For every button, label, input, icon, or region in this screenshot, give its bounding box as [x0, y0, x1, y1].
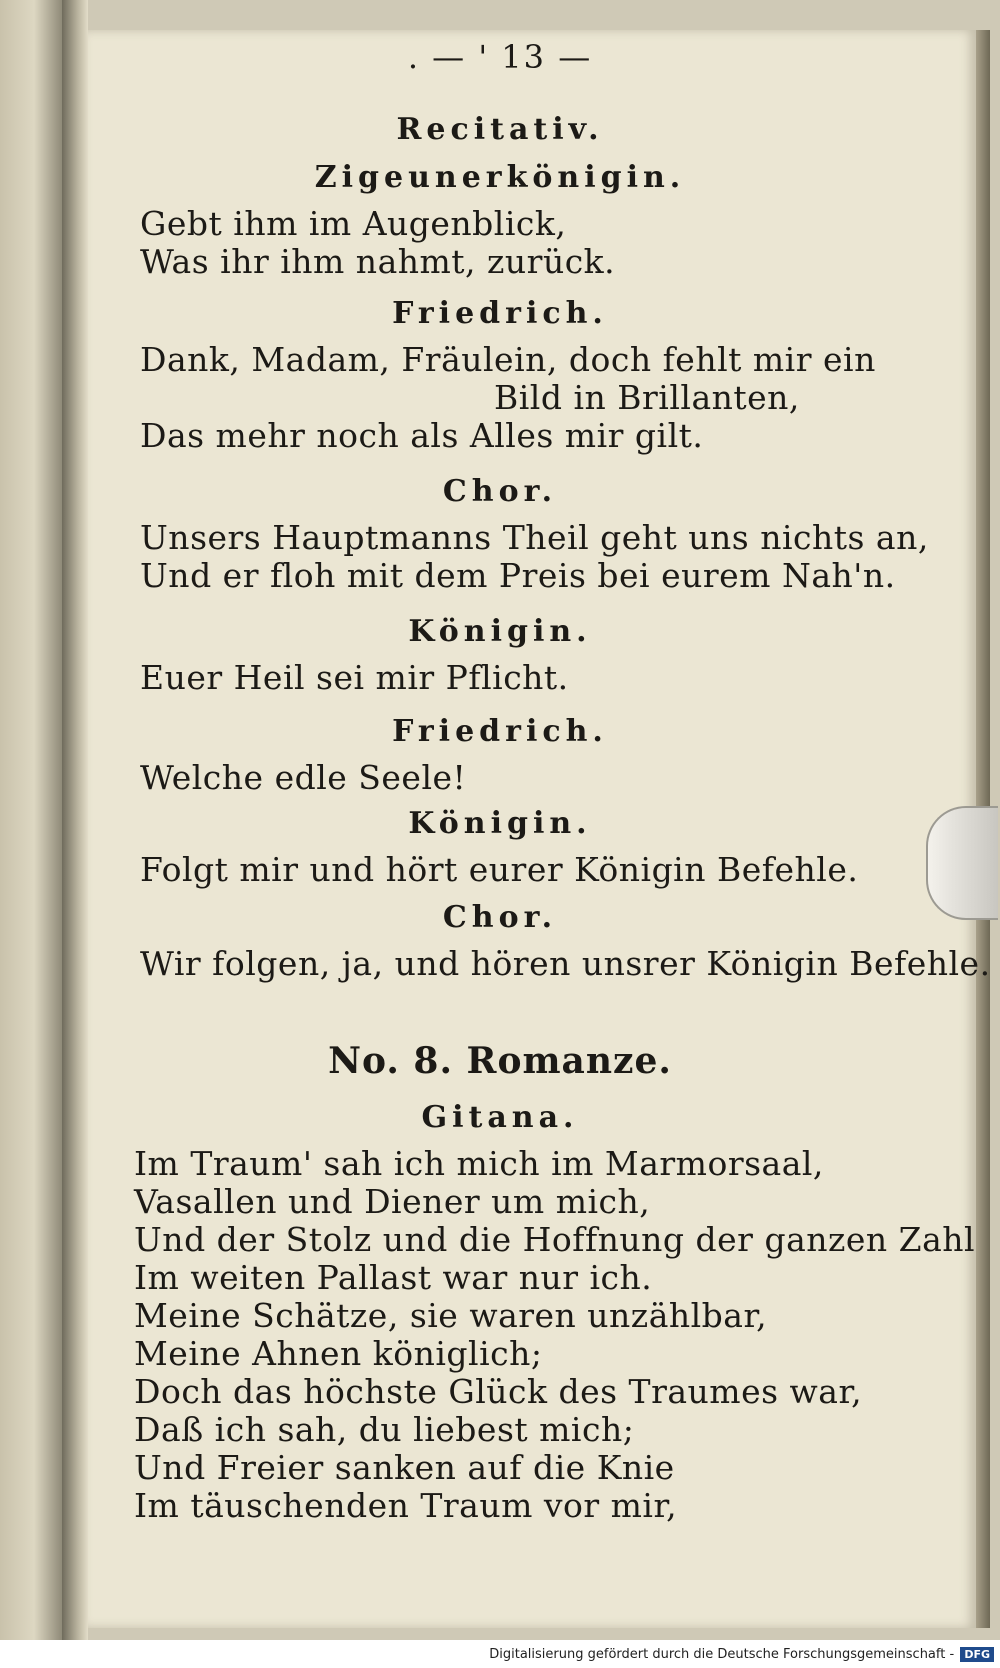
verse-line: Unsers Hauptmanns Theil geht uns nichts an,: [140, 518, 929, 557]
section-heading: Recitativ.: [396, 112, 604, 147]
speaker-name: Gitana.: [421, 1100, 579, 1135]
verse-line: Welche edle Seele!: [140, 758, 467, 797]
verse-line: Was ihr ihm nahmt, zurück.: [140, 242, 616, 281]
verse-line: Meine Ahnen königlich;: [134, 1334, 543, 1373]
verse-line: Bild in Brillanten,: [494, 378, 800, 417]
page-number: . — ' 13 —: [407, 38, 593, 76]
speaker-name: Friedrich.: [392, 296, 608, 331]
digitization-credit: [489, 1647, 994, 1662]
verse-line: Im täuschenden Traum vor mir,: [134, 1486, 678, 1525]
speaker-name: Zigeunerkönigin.: [314, 160, 686, 195]
verse-line: Wir folgen, ja, und hören unsrer Königin Befehle.: [140, 944, 991, 983]
dfg-logo: DFG: [960, 1647, 994, 1662]
verse-line: Folgt mir und hört eurer Königin Befehle.: [140, 850, 859, 889]
section-title: No. 8. Romanze.: [328, 1040, 672, 1082]
verse-line: Dank, Madam, Fräulein, doch fehlt mir ein: [140, 340, 876, 379]
credit-text: Digitalisierung gefördert durch die Deutsche Forschungsgemeinschaft -: [489, 1647, 955, 1662]
verse-line: Gebt ihm im Augenblick,: [140, 204, 567, 243]
verse-line: Vasallen und Diener um mich,: [134, 1182, 651, 1221]
verse-line: Das mehr noch als Alles mir gilt.: [140, 416, 704, 455]
verse-line: Im Traum' sah ich mich im Marmorsaal,: [134, 1144, 824, 1183]
verse-line: Meine Schätze, sie waren unzählbar,: [134, 1296, 768, 1335]
speaker-name: Chor.: [442, 474, 558, 509]
speaker-name: Königin.: [408, 806, 592, 841]
speaker-name: Chor.: [442, 900, 558, 935]
verse-line: Euer Heil sei mir Pflicht.: [140, 658, 569, 697]
verse-line: Und Freier sanken auf die Knie: [134, 1448, 675, 1487]
verse-line: Und der Stolz und die Hoffnung der ganzen Zahl: [134, 1220, 976, 1259]
speaker-name: Friedrich.: [392, 714, 608, 749]
verse-line: Im weiten Pallast war nur ich.: [134, 1258, 653, 1297]
verse-line: Doch das höchste Glück des Traumes war,: [134, 1372, 863, 1411]
verse-line: Und er floh mit dem Preis bei eurem Nah'n.: [140, 556, 896, 595]
speaker-name: Königin.: [408, 614, 592, 649]
verse-line: Daß ich sah, du liebest mich;: [134, 1410, 635, 1449]
